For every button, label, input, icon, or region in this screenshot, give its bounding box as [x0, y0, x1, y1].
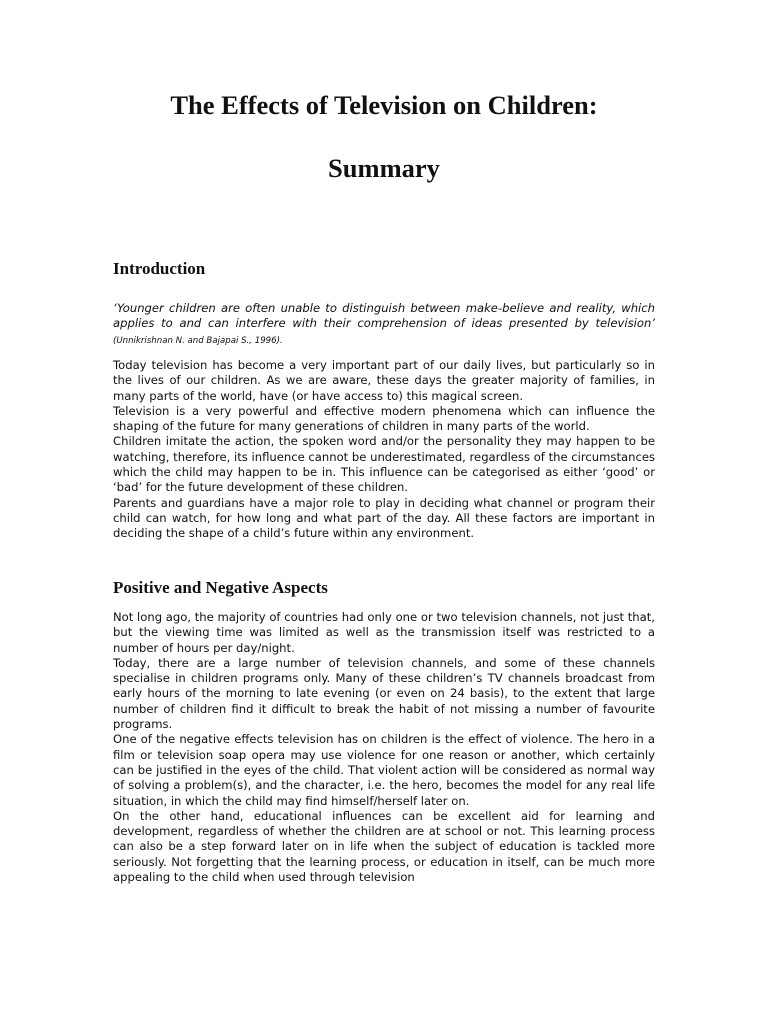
document-subtitle: Summary — [328, 153, 440, 183]
quote-citation: (Unnikrishnan N. and Bajapai S., 1996). — [113, 335, 283, 346]
section-heading-aspects: Positive and Negative Aspects — [113, 578, 328, 597]
intro-quote — [113, 301, 655, 349]
section-heading-introduction: Introduction — [113, 259, 206, 278]
paragraph: Television is a very powerful and effective modern phenomena which can influence the shaping of the future for many generations of children in many parts of the world. — [113, 403, 655, 434]
paragraph: On the other hand, educational influences can be excellent aid for learning and development, regardless of whether the children are at school or not. This learning process can also be a step forward later on in life when the subject of education is tackled more seriously. Not forgetting that the learning process, or education in itself, can be much more appealing to the child when used through television — [113, 808, 655, 885]
paragraph: Today television has become a very important part of our daily lives, but particularly so in the lives of our children. As we are aware, these days the greater majority of families, in many parts of the world, have (or have access to) this magical screen. — [113, 358, 655, 403]
paragraph: Not long ago, the majority of countries had only one or two television channels, not just that, but the viewing time was limited as well as the transmission itself was restricted to a number of hours per day/night. — [113, 610, 655, 655]
paragraph: Parents and guardians have a major role to play in deciding what channel or program their child can watch, for how long and what part of the day. All these factors are important in deciding the shape of a child’s future within any environment. — [113, 495, 655, 541]
paragraph: Today, there are a large number of television channels, and some of these channels specialise in children programs only. Many of these children’s TV channels broadcast from early hours of the morning to late evening (or even on 24 basis), to the extent that large number of children find it difficult to break the habit of not missing a number of favourite programs. — [113, 655, 655, 732]
paragraph: One of the negative effects television has on children is the effect of violence. The hero in a film or television soap opera may use violence for one reason or another, which certainly can be justified in the eyes of the child. That violent action will be considered as normal way of solving a problem(s), and the character, i.e. the hero, becomes the model for any real life situation, in which the child may find himself/herself later on. — [113, 732, 655, 808]
quote-text: ‘Younger children are often unable to distinguish between make-believe and reality, which applies to and can interfere with their comprehension of ideas presented by television’ — [113, 301, 655, 331]
paragraph: Children imitate the action, the spoken word and/or the personality they may happen to be watching, therefore, its influence cannot be underestimated, regardless of the circumstances which the child may happen to be in. This influence can be categorised as either ‘good’ or ‘bad’ for the future development of these children. — [113, 434, 655, 495]
aspects-body — [113, 610, 655, 885]
document-title: The Effects of Television on Children: — [170, 90, 598, 120]
intro-body — [113, 358, 655, 542]
